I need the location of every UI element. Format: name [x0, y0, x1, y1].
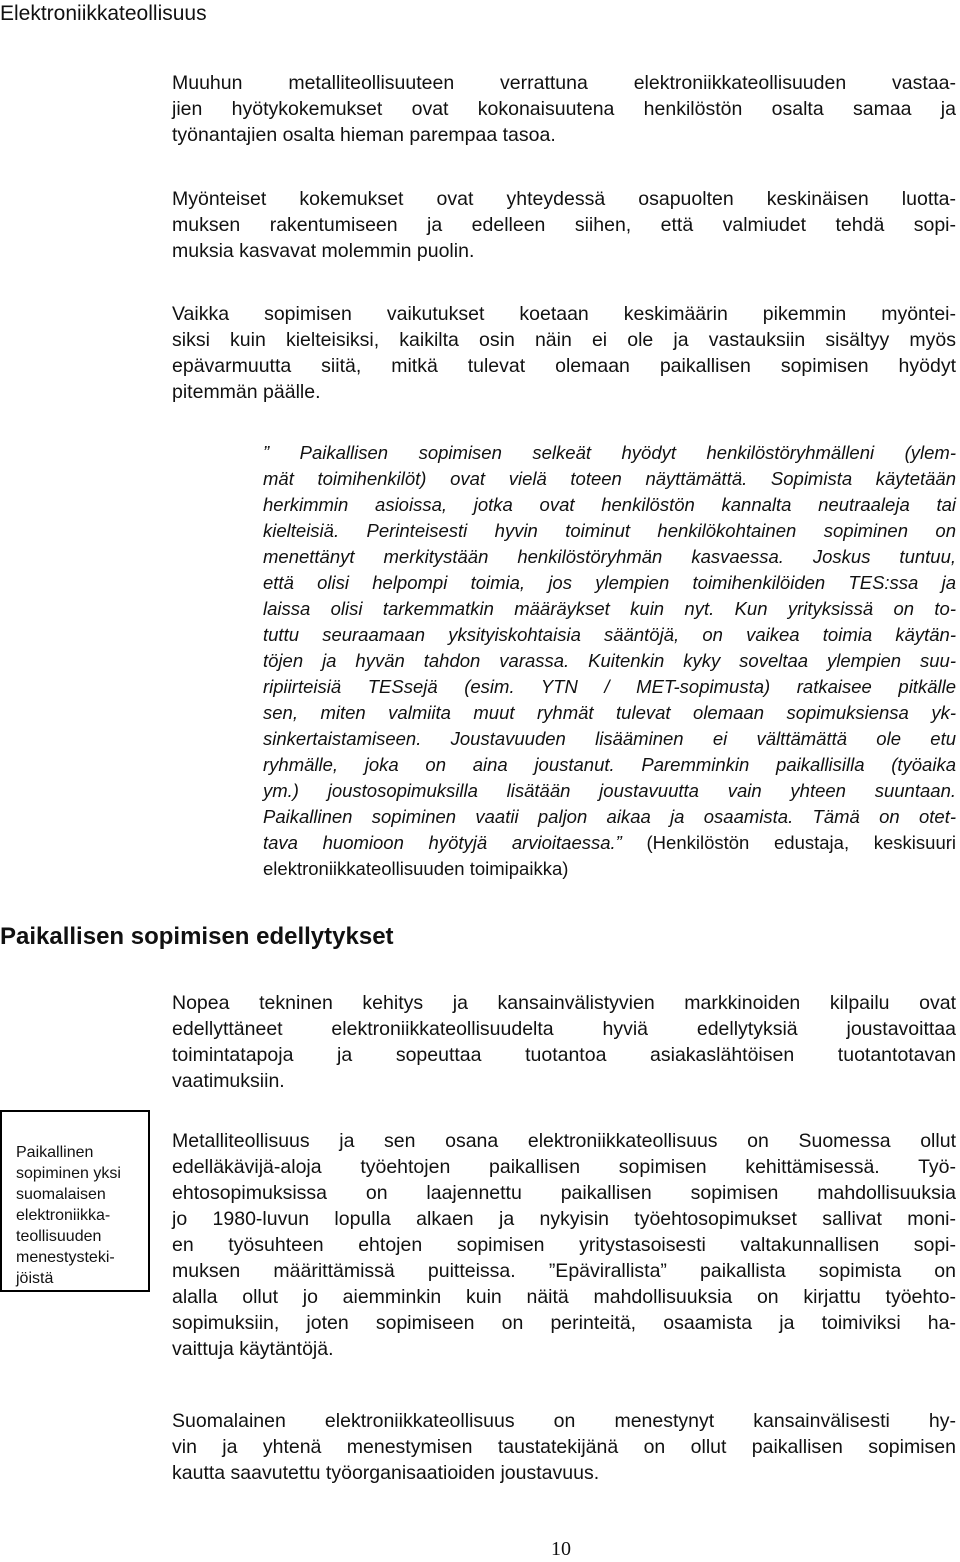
text-line: Metalliteollisuus ja sen osana elektroniikkateollisuus on Suomessa ollut — [172, 1130, 956, 1152]
margin-note-box — [0, 1110, 150, 1292]
text-line: sopimuksiin, joten sopimiseen on perinteitä, osaamista ja toimiviksi ha- — [172, 1312, 956, 1334]
text-line: työnantajien osalta hieman parempaa tasoa. — [172, 124, 556, 146]
text-line: Myönteiset kokemukset ovat yhteydessä osapuolten keskinäisen luotta- — [172, 188, 956, 210]
paragraph-5 — [172, 1128, 956, 1362]
quote-line: ” Paikallisen sopimisen selkeät hyödyt henkilöstöryhmälleni (ylem- — [263, 442, 956, 463]
text-line: Muuhun metalliteollisuuteen verrattuna elektroniikkateollisuuden vastaa- — [172, 72, 956, 94]
text-line: epävarmuutta siitä, mitkä tulevat olemaan paikallisen sopimisen hyödyt — [172, 355, 956, 377]
quote-line: tuttu seuraamaan yksityiskohtaisia sääntöjä, on vaikea toimia käytän- — [263, 624, 956, 645]
page-number: 10 — [551, 1538, 571, 1560]
quote-line: töjen ja hyvän tahdon varassa. Kuitenkin kyky soveltaa ylempien suu- — [263, 650, 956, 671]
quote-attribution: (Henkilöstön edustaja, keskisuuri — [646, 832, 956, 853]
paragraph-1 — [172, 70, 956, 148]
text-line: toimintatapoja ja sopeuttaa tuotantoa asiakaslähtöisen tuotantotavan — [172, 1044, 956, 1066]
quote-line: kielteisiä. Perinteisesti hyvin toiminut henkilökohtainen sopiminen on — [263, 520, 956, 541]
quote-line: herkimmin asioissa, jotka ovat henkilöstön kannalta neutraaleja tai — [263, 494, 956, 515]
margin-note-line: Paikallinen — [16, 1144, 94, 1161]
quote-line: ym.) joustosopimuksilla lisätään joustavuutta vain yhteen suuntaan. — [263, 780, 956, 801]
text-line: Vaikka sopimisen vaikutukset koetaan keskimäärin pikemmin myöntei- — [172, 303, 956, 325]
paragraph-2 — [172, 186, 956, 264]
text-line: vin ja yhtenä menestymisen taustatekijänä on ollut paikallisen sopimisen — [172, 1436, 956, 1458]
margin-note-line: elektroniikka- — [16, 1207, 111, 1224]
interview-quote — [263, 440, 956, 882]
quote-line: mät toimihenkilöt) ovat vielä toteen näyttämättä. Sopimista käytetään — [263, 468, 956, 489]
quote-line: Paikallinen sopiminen vaatii paljon aikaa ja osaamista. Tämä on otet- — [263, 806, 956, 827]
text-line: en työsuhteen ehtojen sopimisen yritystasoisesti valtakunnallisen sopi- — [172, 1234, 956, 1256]
text-line: siksi kuin kielteisiksi, kaikilta osin näin ei ole ja vastauksiin sisältyy myös — [172, 329, 956, 351]
text-line: Suomalainen elektroniikkateollisuus on menestynyt kansainvälisesti hy- — [172, 1410, 956, 1432]
quote-end: tava huomioon hyötyjä arvioitaessa.” — [263, 832, 622, 853]
text-line: ehtosopimuksissa on laajennettu paikallisen sopimisen mahdollisuuksia — [172, 1182, 956, 1204]
margin-note-line: teollisuuden — [16, 1228, 102, 1245]
text-line: vaatimuksiin. — [172, 1070, 285, 1092]
text-line: edelläkävijä-aloja työehtojen paikallisen sopimisen kehittämisessä. Työ- — [172, 1156, 956, 1178]
quote-line: menettänyt merkitystään henkilöstöryhmän kasvaessa. Joskus tuntuu, — [263, 546, 956, 567]
paragraph-4 — [172, 990, 956, 1094]
quote-line: ripiirteisiä TESsejä (esim. YTN / MET-sopimusta) ratkaisee pitkälle — [263, 676, 956, 697]
paragraph-6 — [172, 1408, 956, 1486]
quote-line: laissa olisi tarkemmatkin määräykset kuin nyt. Kun yrityksissä on to- — [263, 598, 956, 619]
text-line: kautta saavutettu työorganisaatioiden joustavuus. — [172, 1462, 600, 1484]
running-header: Elektroniikkateollisuus — [0, 2, 207, 25]
text-line: edellyttäneet elektroniikkateollisuudelta hyviä edellytyksiä joustavoittaa — [172, 1018, 956, 1040]
quote-line: että olisi helpompi toimia, jos ylempien toimihenkilöiden TES:ssa ja — [263, 572, 956, 593]
text-line: jo 1980-luvun lopulla alkaen ja nykyisin työehtosopimukset sallivat moni- — [172, 1208, 956, 1230]
text-line: Nopea tekninen kehitys ja kansainvälistyvien markkinoiden kilpailu ovat — [172, 992, 956, 1014]
quote-attribution-cont: elektroniikkateollisuuden toimipaikka) — [263, 858, 569, 879]
text-line: alalla ollut jo aiemminkin kuin näitä mahdollisuuksia on kirjattu työehto- — [172, 1286, 956, 1308]
paragraph-3 — [172, 301, 956, 405]
quote-line-with-attribution — [263, 830, 956, 856]
text-line: muksia kasvavat molemmin puolin. — [172, 240, 475, 262]
quote-line: sinkertaistamiseen. Joustavuuden lisääminen ei välttämättä ole etu — [263, 728, 956, 749]
text-line: vaittuja käytäntöjä. — [172, 1338, 334, 1360]
text-line: muksen rakentumiseen ja edelleen siihen, että valmiudet tehdä sopi- — [172, 214, 956, 236]
margin-note-line: jöistä — [16, 1270, 54, 1287]
margin-note-line: sopiminen yksi — [16, 1165, 121, 1182]
section-heading: Paikallisen sopimisen edellytykset — [0, 923, 394, 950]
margin-note-line: suomalaisen — [16, 1186, 106, 1203]
quote-line: sen, miten valmiita muut ryhmät tulevat olemaan sopimuksiensa yk- — [263, 702, 956, 723]
quote-line: ryhmälle, joka on aina joustanut. Paremminkin paikallisilla (työaika — [263, 754, 956, 775]
text-line: jien hyötykokemukset ovat kokonaisuutena henkilöstön osalta samaa ja — [172, 98, 956, 120]
text-line: muksen määrittämissä puitteissa. ”Epävirallista” paikallista sopimista on — [172, 1260, 956, 1282]
margin-note-line: menestysteki- — [16, 1249, 115, 1266]
text-line: pitemmän päälle. — [172, 381, 321, 403]
